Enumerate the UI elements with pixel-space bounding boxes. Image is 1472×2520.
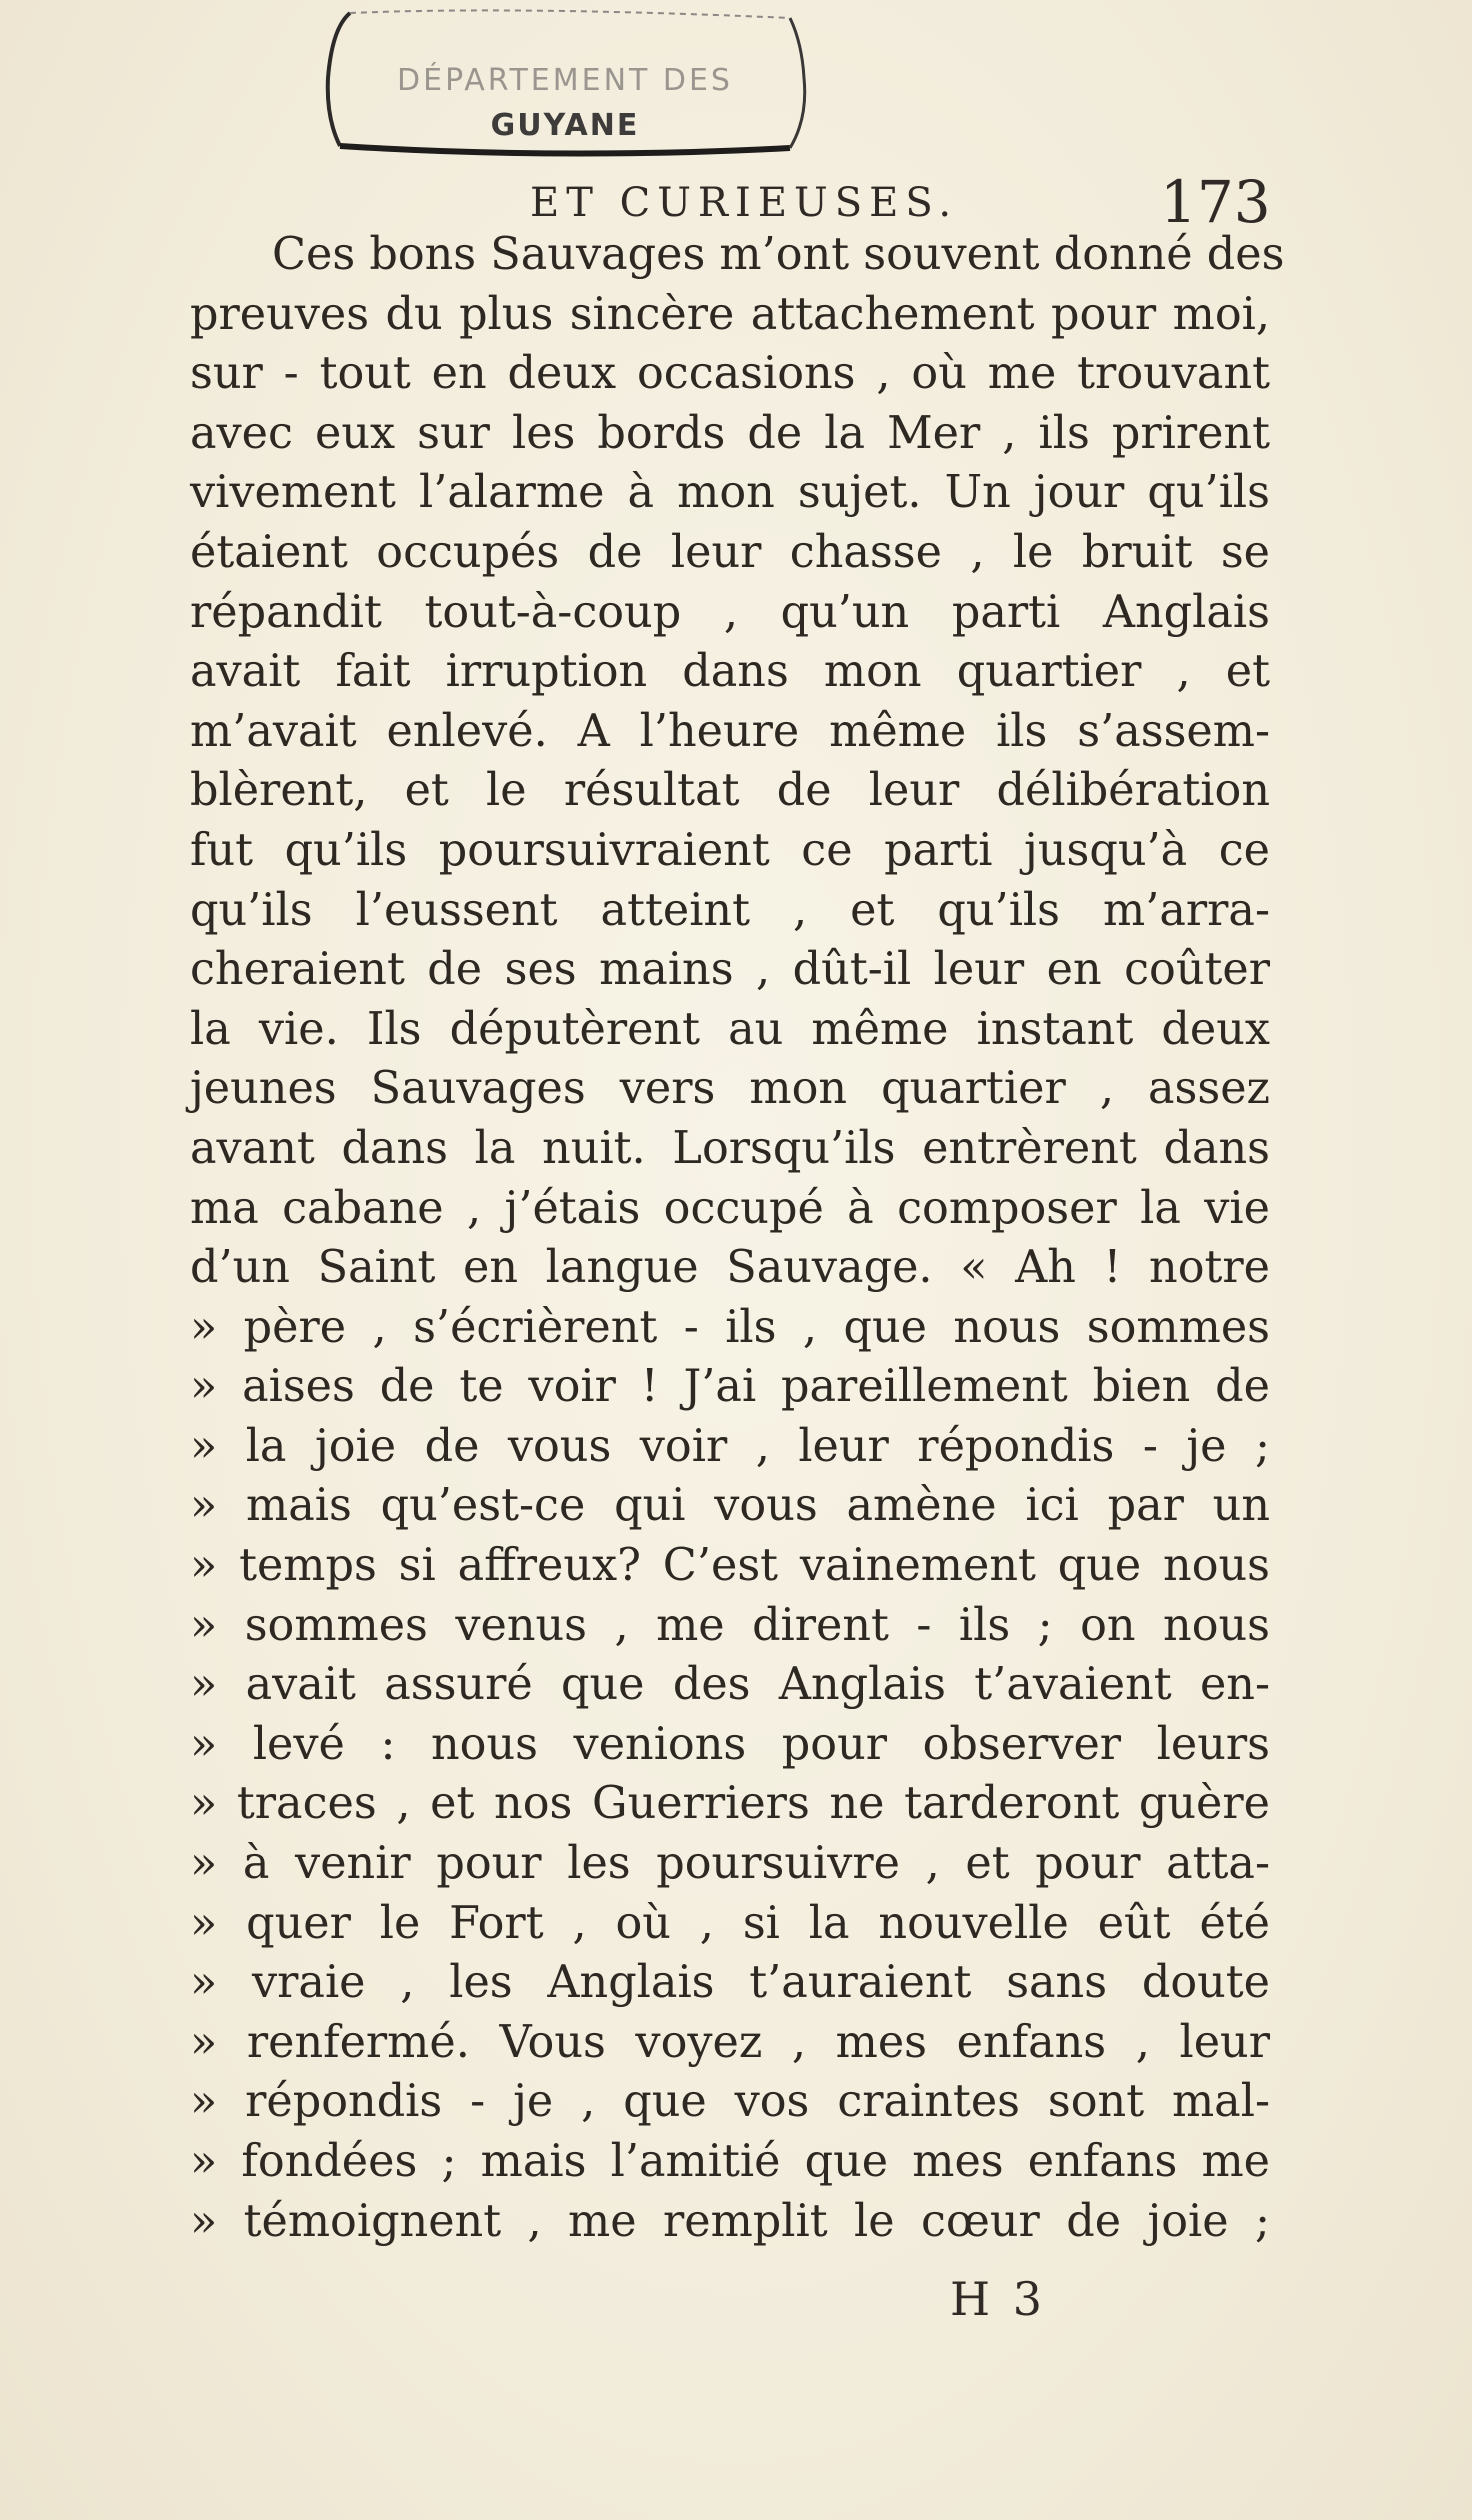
text-line: sur - tout en deux occasions , où me trouvant <box>190 348 1270 400</box>
signature-mark: H 3 <box>950 2272 1047 2326</box>
text-line: qu’ils l’eussent atteint , et qu’ils m’arra- <box>190 884 1270 936</box>
text-line: m’avait enlevé. A l’heure même ils s’assem- <box>190 705 1270 757</box>
text-line: avait fait irruption dans mon quartier , et <box>190 646 1270 698</box>
text-line: » quer le Fort , où , si la nouvelle eût été <box>190 1897 1270 1949</box>
text-line: » mais qu’est-ce qui vous amène ici par un <box>190 1480 1270 1532</box>
text-line: » temps si affreux? C’est vainement que nous <box>190 1540 1270 1592</box>
text-line: jeunes Sauvages vers mon quartier , assez <box>190 1063 1270 1115</box>
text-line: cheraient de ses mains , dût-il leur en coûter <box>190 944 1270 996</box>
text-line: » père , s’écrièrent - ils , que nous sommes <box>190 1301 1270 1353</box>
library-stamp <box>320 8 810 158</box>
text-line: étaient occupés de leur chasse , le bruit se <box>190 526 1270 578</box>
text-line: répandit tout-à-coup , qu’un parti Anglais <box>190 586 1270 638</box>
text-line: » traces , et nos Guerriers ne tarderont guère <box>190 1778 1270 1830</box>
text-line: avant dans la nuit. Lorsqu’ils entrèrent dans <box>190 1122 1270 1174</box>
text-line: » répondis - je , que vos craintes sont mal- <box>190 2076 1270 2128</box>
text-line: ma cabane , j’étais occupé à composer la vie <box>190 1182 1270 1234</box>
running-title: ET CURIEUSES. <box>530 180 959 226</box>
page-number: 173 <box>1160 168 1271 236</box>
text-line: » levé : nous venions pour observer leurs <box>190 1718 1270 1770</box>
text-line: » renfermé. Vous voyez , mes enfans , leur <box>190 2016 1270 2068</box>
text-line: » à venir pour les poursuivre , et pour atta- <box>190 1838 1270 1890</box>
text-line: » aises de te voir ! J’ai pareillement bien de <box>190 1361 1270 1413</box>
text-line: fut qu’ils poursuivraient ce parti jusqu’à ce <box>190 824 1270 876</box>
text-line: la vie. Ils députèrent au même instant deux <box>190 1003 1270 1055</box>
text-line: » avait assuré que des Anglais t’avaient en- <box>190 1659 1270 1711</box>
text-line: preuves du plus sincère attachement pour moi, <box>190 288 1270 340</box>
text-line: blèrent, et le résultat de leur délibération <box>190 765 1270 817</box>
text-line: avec eux sur les bords de la Mer , ils prirent <box>190 407 1270 459</box>
text-line: » la joie de vous voir , leur répondis - je ; <box>190 1420 1270 1472</box>
stamp-text-top: DÉPARTEMENT DES <box>397 63 733 98</box>
text-line: » sommes venus , me dirent - ils ; on nous <box>190 1599 1270 1651</box>
stamp-text-bottom: GUYANE <box>490 108 640 143</box>
text-line: » vraie , les Anglais t’auraient sans doute <box>190 1957 1270 2009</box>
text-line: Ces bons Sauvages m’ont souvent donné des <box>272 229 1285 280</box>
text-line: » fondées ; mais l’amitié que mes enfans me <box>190 2136 1270 2187</box>
text-line: vivement l’alarme à mon sujet. Un jour qu’ils <box>190 467 1270 519</box>
text-line: » témoignent , me remplit le cœur de joie ; <box>190 2195 1270 2247</box>
body-text <box>190 225 1285 2251</box>
text-line: d’un Saint en langue Sauvage. « Ah ! notre <box>190 1242 1270 1294</box>
